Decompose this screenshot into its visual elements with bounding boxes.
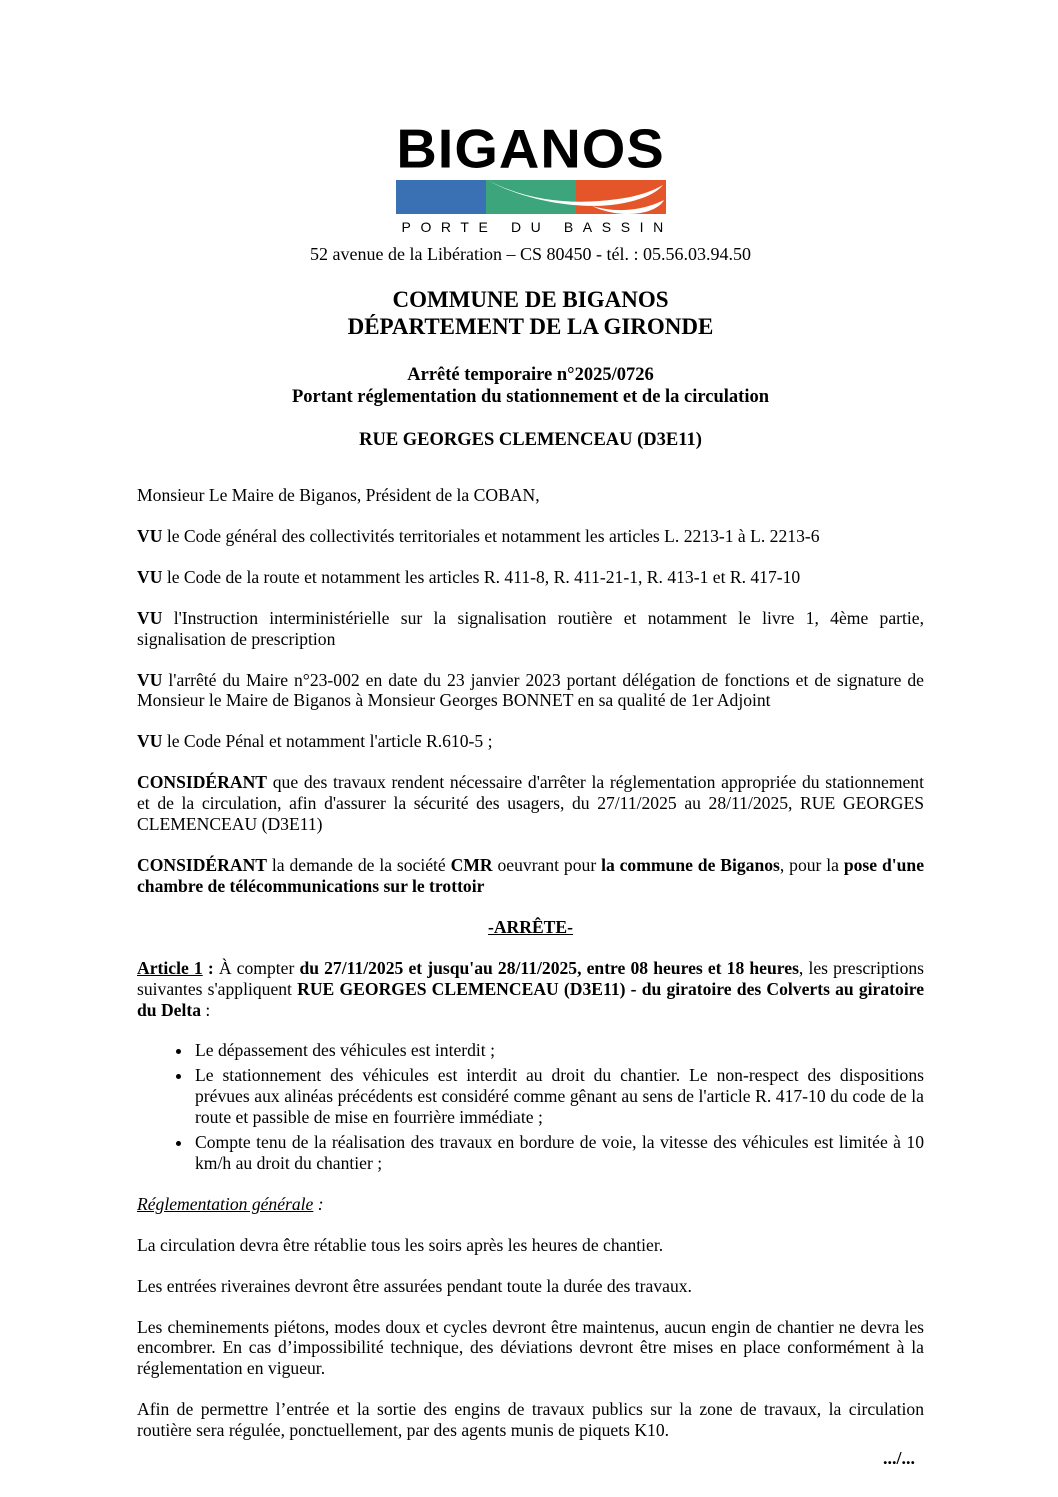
- work-description: pose d'une chambre de télécommunications sur le trottoir: [137, 854, 925, 896]
- considerant-text: que des travaux rendent nécessaire d'arrêter la réglementation appropriée du stationnement et de la circulation, afin d'assurer la sécurité des usagers, du 27/11/2025 au 28/11/2025, RUE GEORGES CLEMENCEAU (D3E11): [137, 772, 924, 835]
- vu-paragraph: [137, 608, 924, 650]
- article1-colon: :: [202, 957, 219, 978]
- arrete-heading-text: -ARRÊTE-: [487, 916, 574, 937]
- article1-dates: du 27/11/2025 et jusqu'au 28/11/2025, entre 08 heures et 18 heures: [299, 957, 799, 978]
- opening-paragraph: Monsieur Le Maire de Biganos, Président de la COBAN,: [137, 485, 540, 505]
- considerant-label: CONSIDÉRANT: [137, 854, 268, 875]
- reglementation-paragraph: La circulation devra être rétablie tous les soirs après les heures de chantier.: [137, 1234, 664, 1255]
- reglementation-heading: [137, 1194, 924, 1215]
- article1-label: Article 1: [137, 957, 203, 978]
- heading-commune-departement: [137, 286, 924, 340]
- article1-street-range: RUE GEORGES CLEMENCEAU (D3E11) - du giratoire des Colverts au giratoire du Delta: [137, 978, 925, 1020]
- article1-paragraph: [137, 958, 924, 1021]
- biganos-logo-colorbar-wave-icon: [396, 180, 666, 214]
- prescriptions-list: [137, 1040, 924, 1173]
- vu-label: VU: [137, 731, 163, 752]
- company-name: CMR: [450, 854, 493, 875]
- vu-label: VU: [137, 607, 163, 628]
- reglementation-heading-colon: :: [313, 1193, 324, 1214]
- heading-commune: COMMUNE DE BIGANOS: [392, 287, 669, 312]
- decree-number: Arrêté temporaire n°2025/0726: [407, 365, 654, 385]
- list-item: • Compte tenu de la réalisation des travaux en bordure de voie, la vitesse des véhicules est limitée à 10 km/h au droit du chantier ;: [193, 1132, 924, 1174]
- biganos-logo-wordmark: BIGANOS: [396, 117, 665, 180]
- considerant-paragraph: [137, 772, 924, 835]
- continuation-mark: .../...: [882, 1448, 915, 1468]
- decree-subject: Portant réglementation du stationnement et de la circulation: [292, 386, 769, 407]
- considerant-label: CONSIDÉRANT: [137, 772, 268, 793]
- vu-paragraph: [137, 670, 924, 712]
- vu-text: l'Instruction interministérielle sur la signalisation routière et notamment le livre 1, 4ème partie, signalisation de prescription: [137, 607, 924, 649]
- arrete-heading: [137, 917, 924, 938]
- vu-paragraph: [137, 526, 924, 547]
- biganos-logo-tagline: PORTE DU BASSIN: [401, 219, 673, 235]
- vu-label: VU: [137, 525, 163, 546]
- reglementation-paragraph: Les entrées riveraines devront être assurées pendant toute la durée des travaux.: [137, 1275, 692, 1296]
- vu-label: VU: [137, 669, 163, 690]
- considerant-paragraph: [137, 855, 924, 897]
- list-item: • Le dépassement des véhicules est interdit ;: [193, 1040, 924, 1061]
- article1-text: , les prescriptions suivantes s'appliquent: [137, 957, 925, 999]
- vu-text: le Code général des collectivités territoriales et notamment les articles L. 2213-1 à L. 2213-6: [162, 525, 820, 546]
- article1-text: À compter: [218, 957, 300, 978]
- letterhead: [137, 0, 924, 265]
- heading-street: RUE GEORGES CLEMENCEAU (D3E11): [359, 430, 702, 450]
- considerant-text: la demande de la société: [267, 854, 451, 875]
- reglementation-paragraph: Afin de permettre l’entrée et la sortie des engins de travaux publics sur la zone de travaux, la circulation routière sera régulée, ponctuellement, par des agents munis de piquets K10.: [137, 1399, 924, 1441]
- list-item: • Le stationnement des véhicules est interdit au droit du chantier. Le non-respect des dispositions prévues aux alinéas précédents est considéré comme gênant au sens de l'article R. 417-10 du code de la route et passible de mise en fourrière immédiate ;: [193, 1065, 924, 1128]
- commune-name: la commune de Biganos: [601, 854, 780, 875]
- reglementation-paragraph: Les cheminements piétons, modes doux et cycles devront être maintenus, aucun engin de chantier ne devra les encombrer. En cas d’impossibilité technique, des déviations devront être mises en place conformément à la réglementation en vigueur.: [137, 1316, 924, 1379]
- vu-paragraph: [137, 731, 924, 752]
- vu-text: l'arrêté du Maire n°23-002 en date du 23 janvier 2023 portant délégation de fonctions et de signature de Monsieur le Maire de Biganos à Monsieur Georges BONNET en sa qualité de 1er Adjoint: [137, 669, 924, 711]
- vu-paragraph: [137, 567, 924, 588]
- heading-decree: [137, 365, 924, 408]
- considerant-text: oeuvrant pour: [492, 854, 602, 875]
- vu-label: VU: [137, 566, 163, 587]
- heading-departement: DÉPARTEMENT DE LA GIRONDE: [347, 314, 714, 339]
- considerant-text: , pour la: [779, 854, 844, 875]
- vu-text: le Code Pénal et notamment l'article R.610-5 ;: [162, 731, 493, 752]
- article1-text: :: [201, 999, 211, 1020]
- decree-body: [137, 485, 924, 1441]
- vu-text: le Code de la route et notamment les articles R. 411-8, R. 411-21-1, R. 413-1 et R. 417-10: [162, 566, 801, 587]
- letterhead-address: 52 avenue de la Libération – CS 80450 - tél. : 05.56.03.94.50: [310, 244, 751, 264]
- reglementation-heading-text: Réglementation générale: [137, 1193, 314, 1214]
